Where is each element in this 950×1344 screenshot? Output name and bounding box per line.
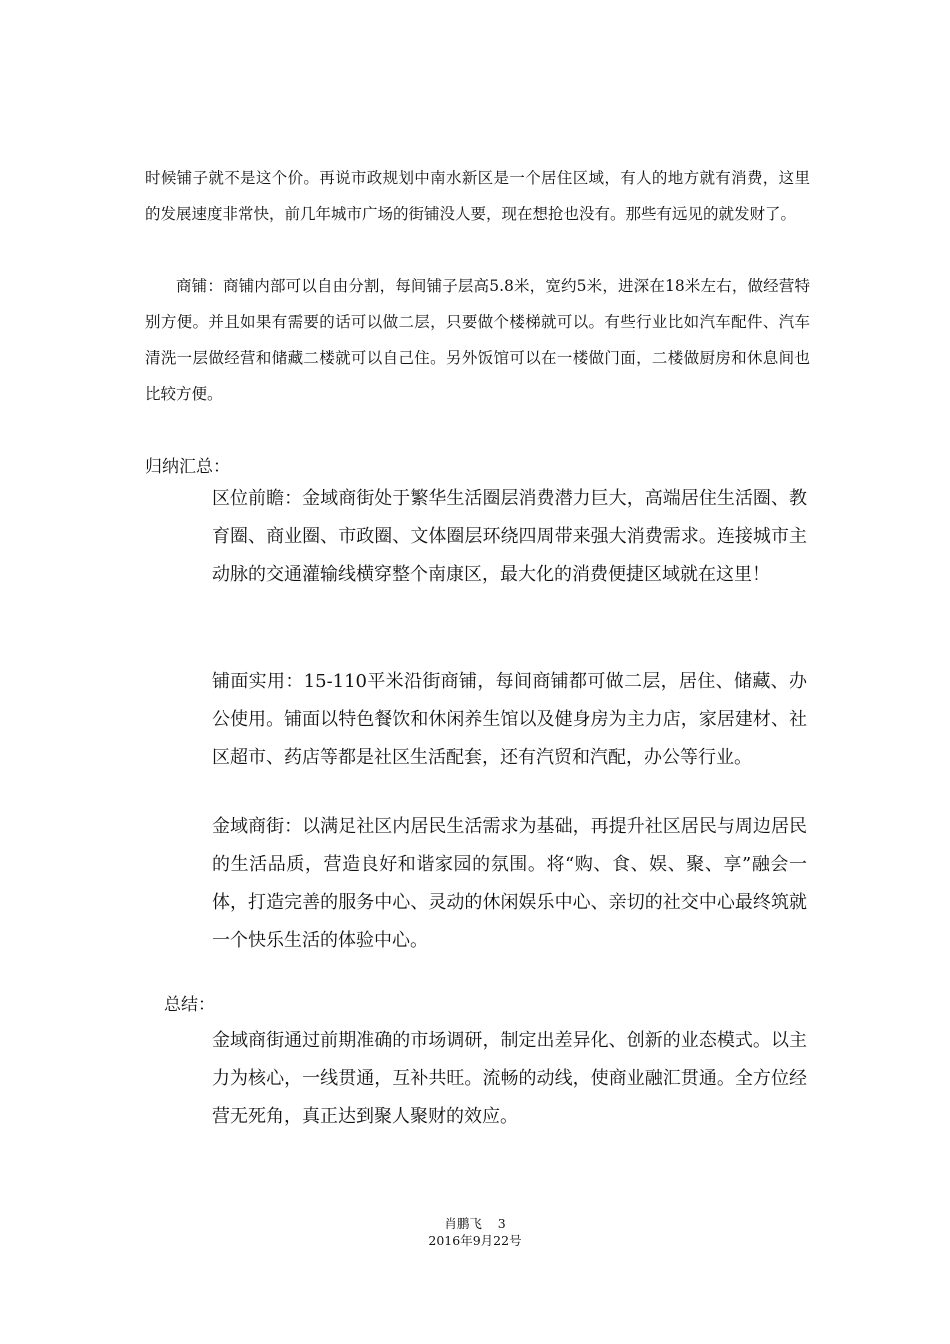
paragraph-jinyu-street: 金域商街：以满足社区内居民生活需求为基础，再提升社区居民与周边居民的生活品质，营造良好和谐家园的氛围。将“购、食、娱、聚、享”融会一体，打造完善的服务中心、灵动的休闲娱乐中心、亲切的社交中心最终筑就一个快乐生活的体验中心。 (212, 816, 807, 951)
paragraph-shop-description: 商铺：商铺内部可以自由分割，每间铺子层高5.8米，宽约5米，进深在18米左右，做经营特别方便。并且如果有需要的话可以做二层，只要做个楼梯就可以。有些行业比如汽车配件、汽车清洗一层做经营和储藏二楼就可以自己住。另外饭馆可以在一楼做门面，二楼做厨房和休息间也比较方便。 (145, 277, 810, 403)
paragraph-location: 区位前瞻：金域商街处于繁华生活圈层消费潜力巨大，高端居住生活圈、教育圈、商业圈、市政圈、文体圈层环绕四周带来强大消费需求。连接城市主动脉的交通灌输线横穿整个南康区，最大化的消费便捷区域就在这里！ (212, 488, 807, 585)
paragraph-shopfront: 铺面实用：15-110平米沿街商铺，每间商铺都可做二层，居住、储藏、办公使用。铺面以特色餐饮和休闲养生馆以及健身房为主力店，家居建材、社区超市、药店等都是社区生活配套，还有汽贸和汽配，办公等行业。 (212, 671, 807, 768)
conclusion-heading: 总结： (164, 995, 215, 1015)
footer-author-page: 肖鹏飞 3 (444, 1216, 506, 1231)
paragraph-price-context: 时候铺子就不是这个价。再说市政规划中南水新区是一个居住区域，有人的地方就有消费，这里的发展速度非常快，前几年城市广场的街铺没人要，现在想抢也没有。那些有远见的就发财了。 (145, 169, 810, 223)
summary-heading: 归纳汇总： (145, 457, 230, 477)
paragraph-conclusion: 金域商街通过前期准确的市场调研，制定出差异化、创新的业态模式。以主力为核心，一线贯通，互补共旺。流畅的动线，使商业融汇贯通。全方位经营无死角，真正达到聚人聚财的效应。 (212, 1030, 807, 1127)
footer-date: 2016年9月22号 (428, 1233, 522, 1248)
